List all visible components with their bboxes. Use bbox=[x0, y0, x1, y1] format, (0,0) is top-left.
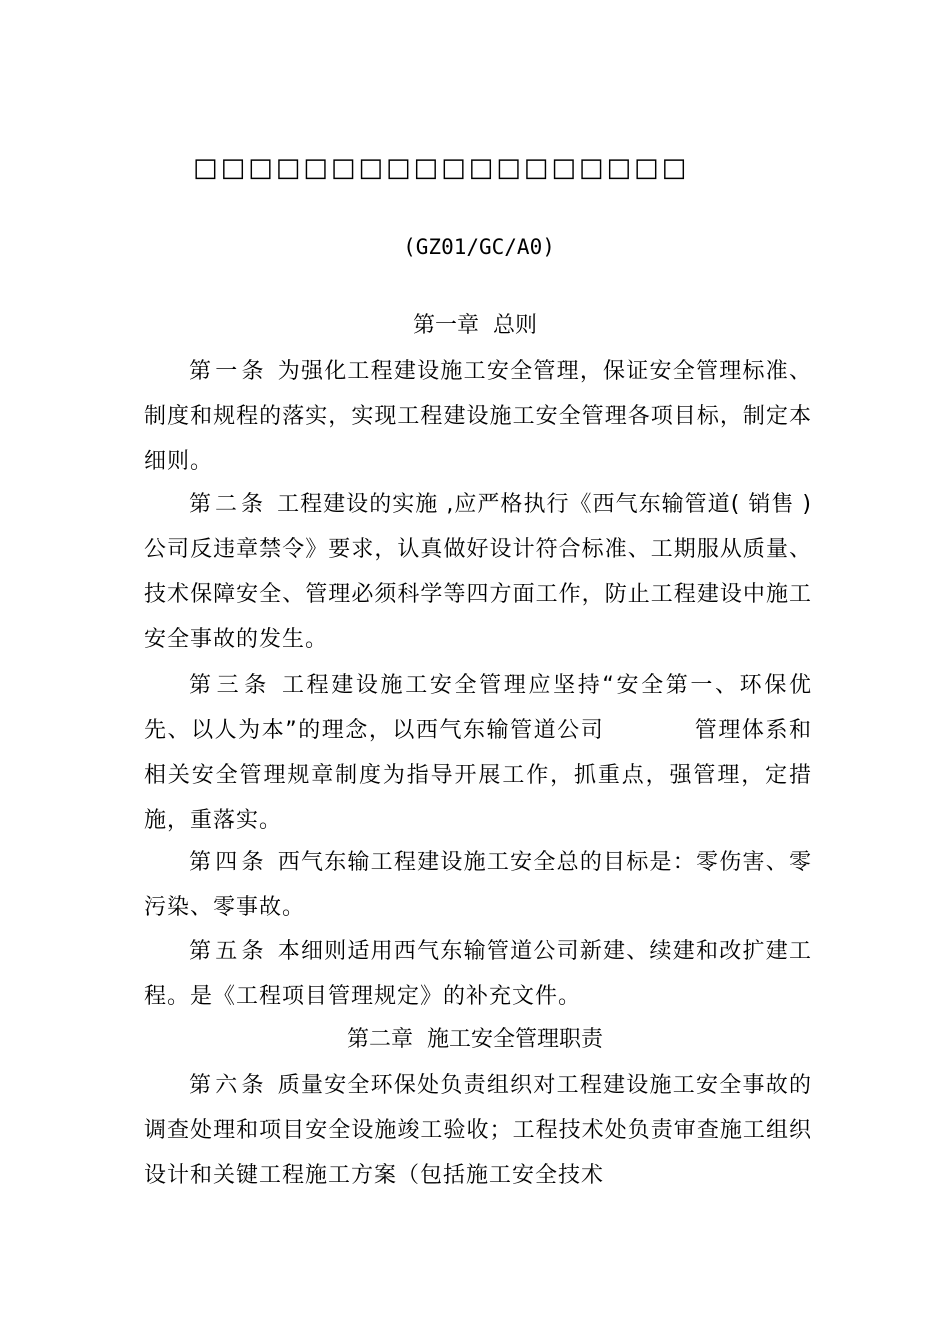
article-number: 第二条 bbox=[189, 492, 268, 517]
article-paragraph bbox=[144, 663, 812, 843]
article-number: 第三条 bbox=[189, 673, 272, 698]
chapter-heading: 第一章 总则 bbox=[413, 313, 537, 338]
article-paragraph bbox=[144, 482, 812, 662]
article-number: 第一条 bbox=[189, 359, 268, 384]
article-text: 本细则适用西气东输管道公司新建、续建和改扩建工程。是《工程项目管理规定》的补充文件。 bbox=[144, 939, 812, 1009]
document-title: □□□□□□□□□□□□□□□□□□ bbox=[193, 153, 690, 183]
article-number: 第四条 bbox=[189, 850, 268, 875]
article-paragraph bbox=[144, 1063, 812, 1198]
article-paragraph bbox=[144, 349, 812, 484]
article-number: 第六条 bbox=[189, 1073, 268, 1098]
article-text: 工程建设施工安全管理应坚持“安全第一、环保优先、以人为本”的理念，以西气东输管道公司 bbox=[144, 673, 812, 743]
document-code: (GZ01/GC/A0) bbox=[403, 235, 555, 259]
article-text: 为强化工程建设施工安全管理，保证安全管理标准、制度和规程的落实，实现工程建设施工安全管理各项目标，制定本细则。 bbox=[144, 359, 812, 474]
article-text: 质量安全环保处负责组织对工程建设施工安全事故的调查处理和项目安全设施竣工验收；工程技术处负责审查施工组织设计和关键工程施工方案（包括施工安全技术 bbox=[144, 1073, 812, 1188]
article-text: 工程建设的实施 ,应严格执行《西气东输管道( 销售 ) 公司反违章禁令》要求，认真做好设计符合标准、工期服从质量、技术保障安全、管理必须科学等四方面工作，防止工程建设中施工安全事故的发生。 bbox=[144, 492, 812, 652]
article-paragraph bbox=[144, 929, 812, 1019]
article-text: 西气东输工程建设施工安全总的目标是：零伤害、零污染、零事故。 bbox=[144, 850, 812, 920]
article-paragraph bbox=[144, 840, 812, 930]
article-text: 管理体系和相关安全管理规章制度为指导开展工作，抓重点，强管理，定措施，重落实。 bbox=[144, 718, 812, 833]
chapter-heading: 第二章 施工安全管理职责 bbox=[347, 1027, 603, 1052]
article-number: 第五条 bbox=[189, 939, 268, 964]
